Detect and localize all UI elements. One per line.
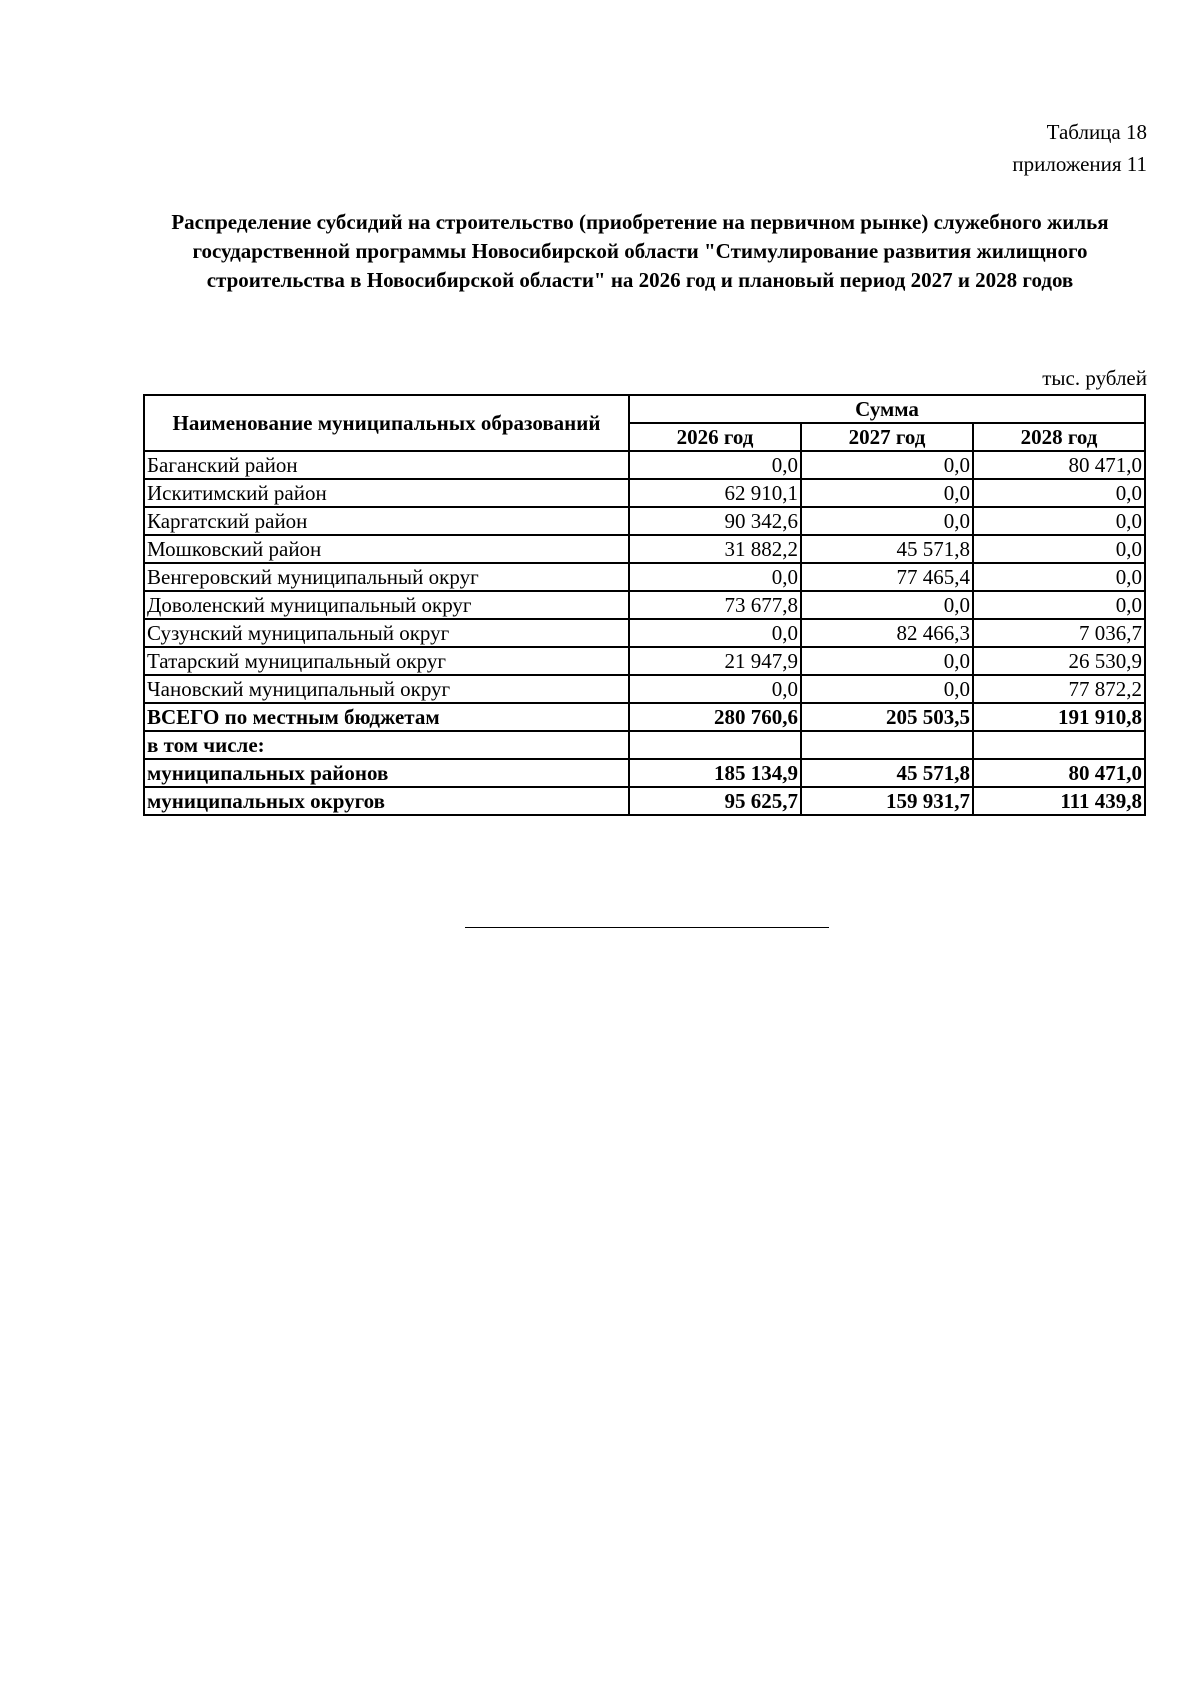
value-2028-cell: 191 910,8: [973, 703, 1145, 731]
value-2027-cell: 0,0: [801, 451, 973, 479]
year-2027-header: 2027 год: [801, 423, 973, 451]
municipality-name-cell: Сузунский муниципальный округ: [144, 619, 629, 647]
year-2026-header: 2026 год: [629, 423, 801, 451]
value-2028-cell: 0,0: [973, 535, 1145, 563]
value-2027-cell: 205 503,5: [801, 703, 973, 731]
value-2027-cell: 159 931,7: [801, 787, 973, 815]
sum-column-header: Сумма: [629, 395, 1145, 423]
municipality-name-cell: Мошковский район: [144, 535, 629, 563]
table-row: [144, 647, 1145, 675]
value-2026-cell: 31 882,2: [629, 535, 801, 563]
municipality-name-cell: Каргатский район: [144, 507, 629, 535]
bottom-divider-line: [465, 927, 829, 928]
subsidy-table: [143, 394, 1146, 816]
municipality-name-cell: Доволенский муниципальный округ: [144, 591, 629, 619]
table-row: [144, 759, 1145, 787]
municipality-name-cell: Баганский район: [144, 451, 629, 479]
value-2028-cell: 0,0: [973, 479, 1145, 507]
table-number-label: Таблица 18: [1046, 120, 1147, 144]
value-2028-cell: 111 439,8: [973, 787, 1145, 815]
value-2028-cell: 7 036,7: [973, 619, 1145, 647]
value-2028-cell: 80 471,0: [973, 451, 1145, 479]
table-row: [144, 591, 1145, 619]
table-row: [144, 563, 1145, 591]
value-2026-cell: 95 625,7: [629, 787, 801, 815]
municipality-name-cell: Венгеровский муниципальный округ: [144, 563, 629, 591]
value-2028-cell: 0,0: [973, 507, 1145, 535]
value-2026-cell: 0,0: [629, 619, 801, 647]
value-2028-cell: 77 872,2: [973, 675, 1145, 703]
value-2027-cell: 45 571,8: [801, 759, 973, 787]
municipality-name-cell: Чановский муниципальный округ: [144, 675, 629, 703]
value-2026-cell: 0,0: [629, 451, 801, 479]
municipality-name-cell: Татарский муниципальный округ: [144, 647, 629, 675]
municipality-name-cell: в том числе:: [144, 731, 629, 759]
value-2027-cell: 0,0: [801, 591, 973, 619]
appendix-label: приложения 11: [1012, 152, 1147, 176]
value-2026-cell: 185 134,9: [629, 759, 801, 787]
value-2027-cell: 45 571,8: [801, 535, 973, 563]
value-2026-cell: 90 342,6: [629, 507, 801, 535]
table-row: [144, 731, 1145, 759]
table-row: [144, 535, 1145, 563]
value-2026-cell: 73 677,8: [629, 591, 801, 619]
municipality-name-cell: Искитимский район: [144, 479, 629, 507]
table-row: [144, 675, 1145, 703]
value-2026-cell: 0,0: [629, 563, 801, 591]
table-row: [144, 619, 1145, 647]
value-2028-cell: 80 471,0: [973, 759, 1145, 787]
municipality-name-cell: ВСЕГО по местным бюджетам: [144, 703, 629, 731]
document-header: [1012, 116, 1147, 180]
value-2026-cell: 21 947,9: [629, 647, 801, 675]
year-2028-header: 2028 год: [973, 423, 1145, 451]
value-2027-cell: [801, 731, 973, 759]
value-2027-cell: 0,0: [801, 479, 973, 507]
document-title: Распределение субсидий на строительство (приобретение на первичном рынке) служебного жилья государственной программы Новосибирской области "Стимулирование развития жилищного строительства в Новосибирской области" на 2026 год и плановый период 2027 и 2028 годов: [171, 210, 1109, 292]
value-2026-cell: 62 910,1: [629, 479, 801, 507]
table-row: [144, 703, 1145, 731]
municipality-name-cell: муниципальных округов: [144, 787, 629, 815]
table-row: [144, 507, 1145, 535]
value-2026-cell: [629, 731, 801, 759]
value-2028-cell: 0,0: [973, 563, 1145, 591]
value-2028-cell: [973, 731, 1145, 759]
name-column-header: Наименование муниципальных образований: [144, 395, 629, 451]
value-2027-cell: 0,0: [801, 675, 973, 703]
table-row: [144, 479, 1145, 507]
value-2026-cell: 0,0: [629, 675, 801, 703]
value-2028-cell: 26 530,9: [973, 647, 1145, 675]
table-body: [144, 451, 1145, 815]
value-2027-cell: 82 466,3: [801, 619, 973, 647]
value-2027-cell: 0,0: [801, 507, 973, 535]
value-2027-cell: 0,0: [801, 647, 973, 675]
municipality-name-cell: муниципальных районов: [144, 759, 629, 787]
value-2028-cell: 0,0: [973, 591, 1145, 619]
units-label: тыс. рублей: [1042, 366, 1147, 390]
table-row: [144, 451, 1145, 479]
table-row: [144, 787, 1145, 815]
value-2026-cell: 280 760,6: [629, 703, 801, 731]
value-2027-cell: 77 465,4: [801, 563, 973, 591]
